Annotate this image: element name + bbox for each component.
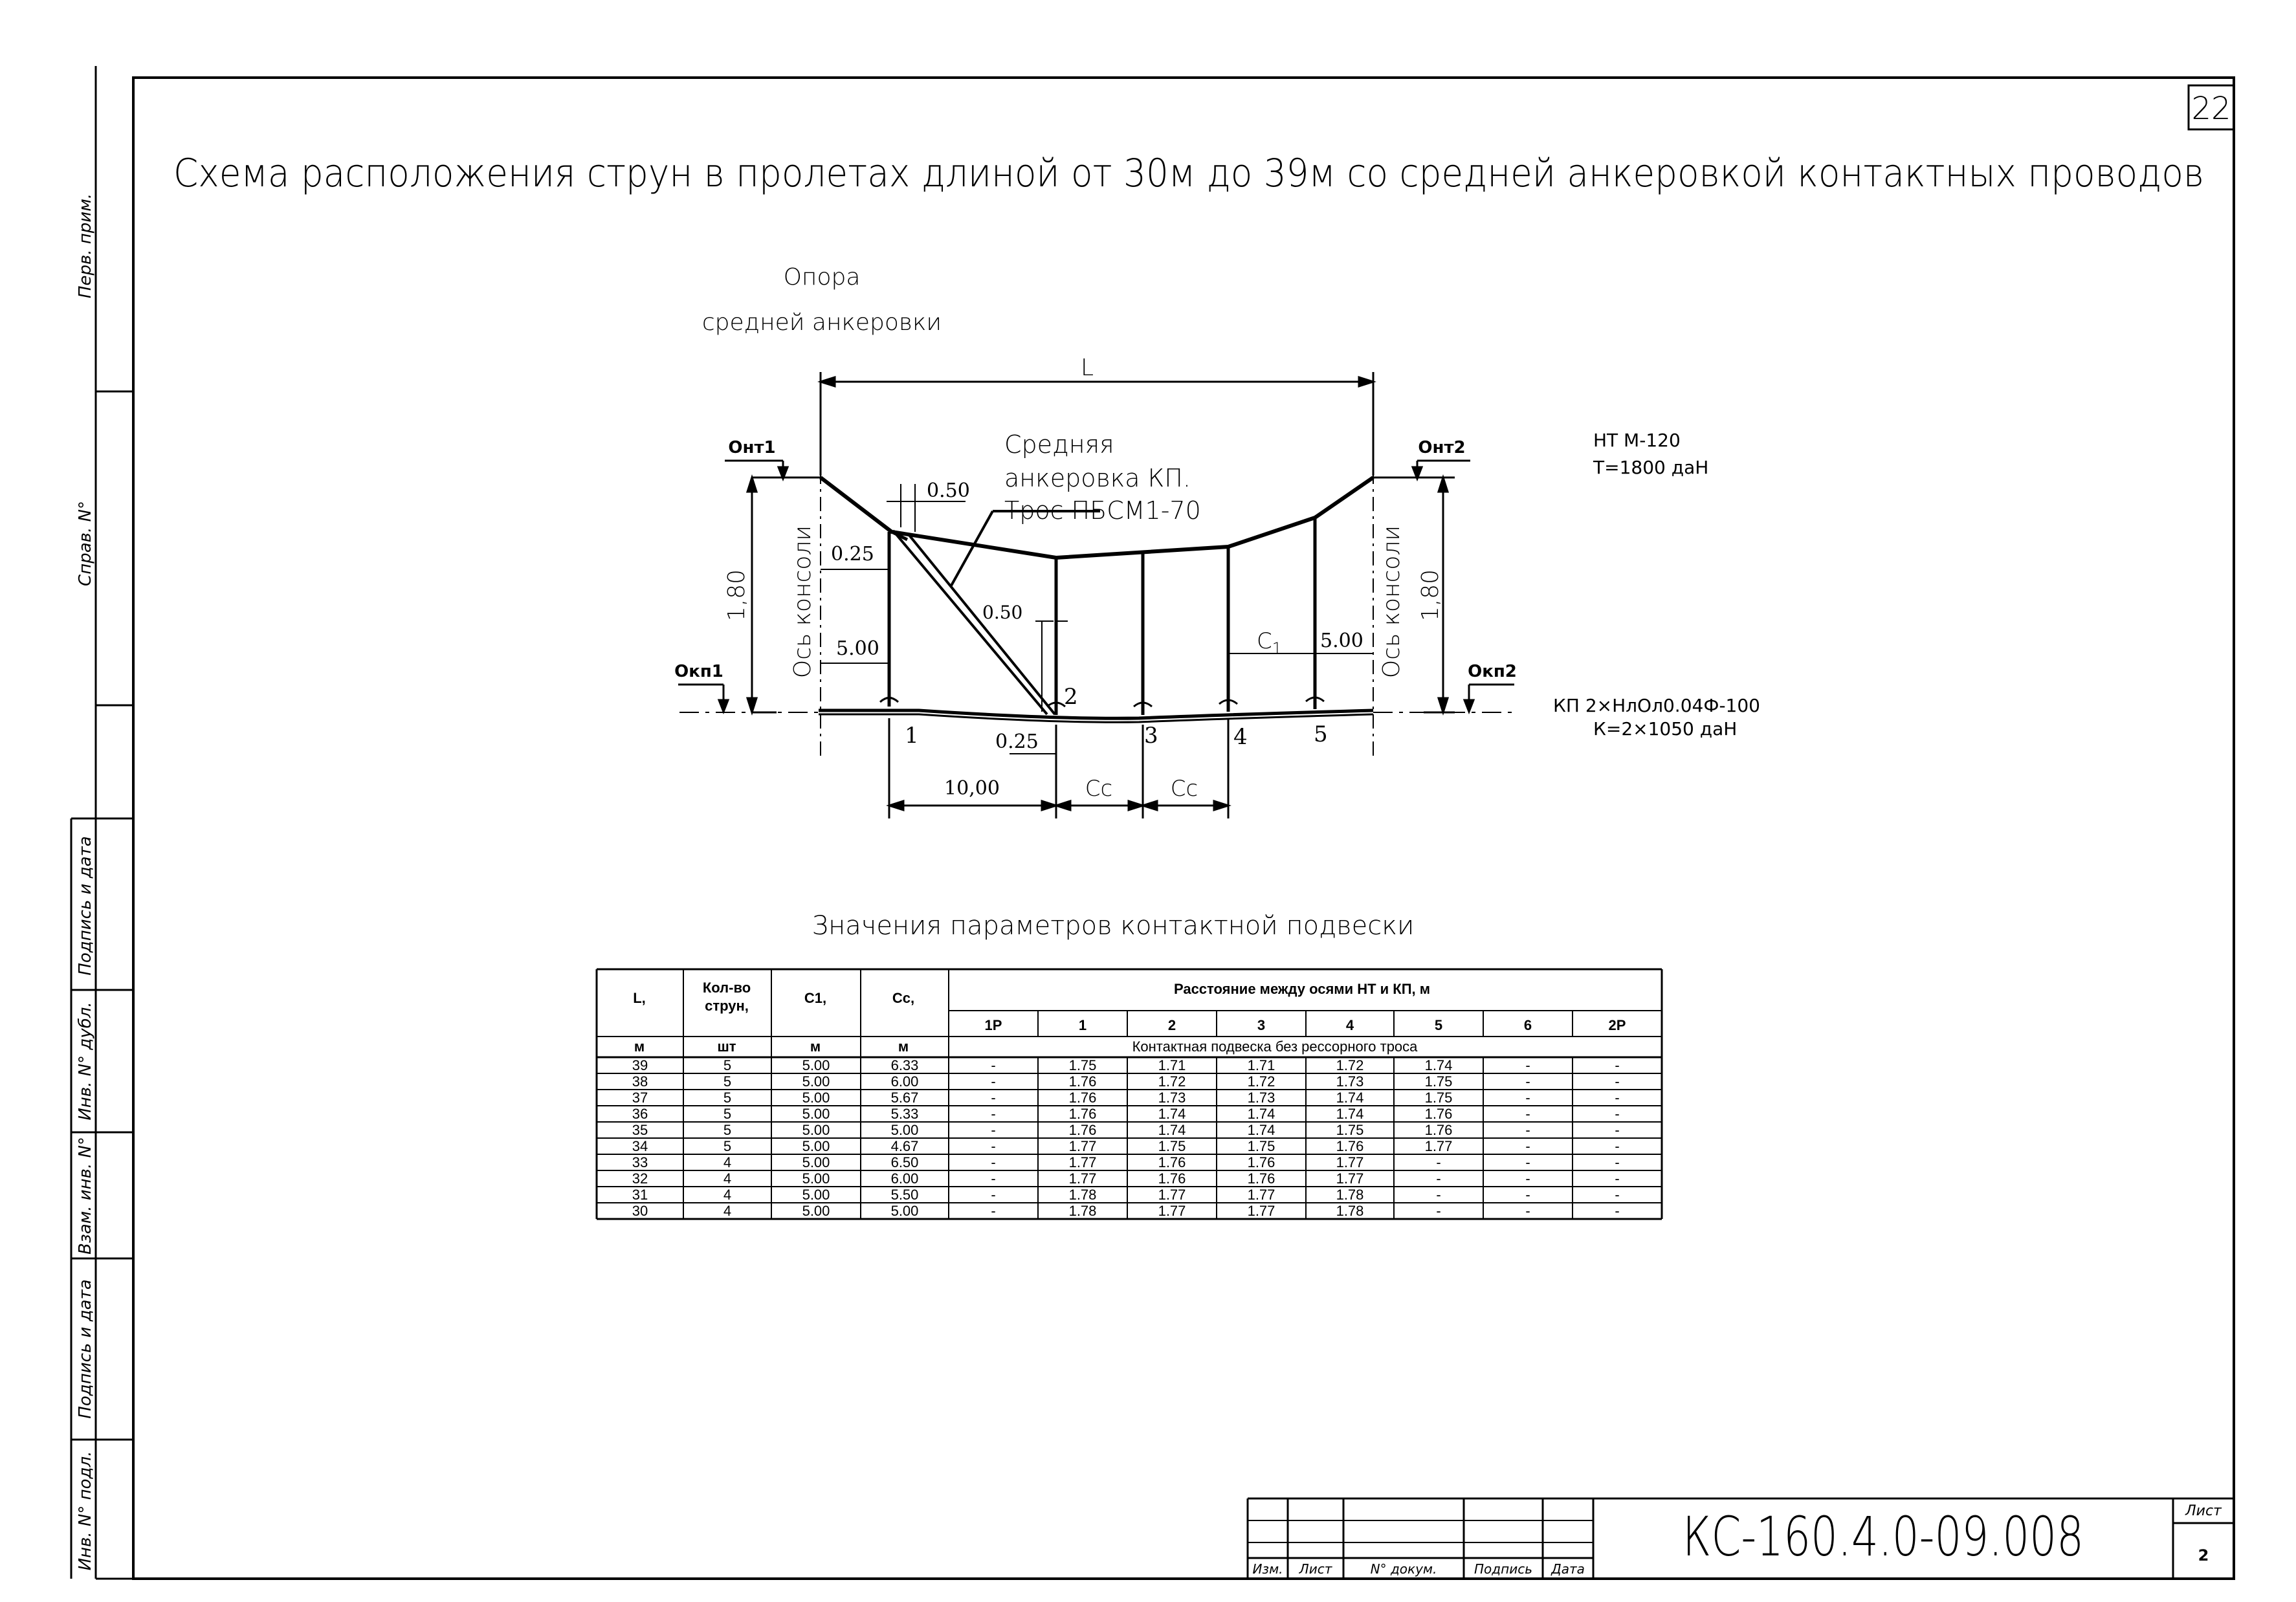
table-cell: 1.77 [1068, 1138, 1097, 1154]
table-cell: 4 [723, 1170, 732, 1187]
subcol-header: 4 [1345, 1017, 1354, 1033]
table-cell: - [1525, 1187, 1530, 1203]
dim-cc-2: Cc [1170, 776, 1198, 802]
table-cell: 1.75 [1424, 1073, 1453, 1090]
table-cell: 1.74 [1336, 1090, 1364, 1106]
header-count-line2: струн, [705, 998, 749, 1014]
table-cell: 1.77 [1247, 1203, 1275, 1219]
table-cell: 5 [723, 1138, 732, 1154]
table-cell: - [1615, 1057, 1620, 1073]
height-right: 1,80 [1417, 569, 1444, 622]
sheet-frame [96, 66, 2234, 1579]
side-stamp-labels [76, 193, 95, 1570]
dropper-number-2: 2 [1064, 684, 1078, 710]
table-cell: 4.67 [890, 1138, 919, 1154]
table-cell: 4 [723, 1154, 732, 1170]
table-cell: - [1615, 1073, 1620, 1090]
table-cell: - [991, 1057, 996, 1073]
table-cell: - [991, 1187, 996, 1203]
table-cell: 5.00 [802, 1138, 830, 1154]
table-cell: 5.33 [890, 1106, 919, 1122]
okp1-label: Окп1 [674, 662, 723, 681]
table-cell: - [1525, 1170, 1530, 1187]
table-cell: 5.00 [802, 1154, 830, 1170]
omt1-label: Онт1 [728, 438, 776, 457]
subcol-header: 2Р [1608, 1017, 1626, 1033]
table-cell: 5 [723, 1122, 732, 1138]
units-c1: м [810, 1038, 821, 1055]
tb-dokum: N° докум. [1370, 1561, 1437, 1577]
parameter-table [597, 969, 1662, 1219]
table-cell: 1.74 [1158, 1106, 1186, 1122]
units-L: м [634, 1038, 645, 1055]
table-cell: 5.50 [890, 1187, 919, 1203]
dropper-clamps [880, 697, 1324, 707]
table-title: Значения параметров контактной подвески [811, 911, 1415, 941]
dim-025-bottom: 0.25 [995, 730, 1039, 753]
bottom-dimension-chain [889, 718, 1228, 818]
table-cell: - [991, 1073, 996, 1090]
omt2-label: Онт2 [1418, 438, 1466, 457]
table-cell: 35 [632, 1122, 648, 1138]
table-cell: - [1525, 1122, 1530, 1138]
table-cell: 1.76 [1068, 1073, 1097, 1090]
table-cell: 5.00 [802, 1203, 830, 1219]
units-note: Контактная подвеска без рессорного троса [1132, 1038, 1418, 1055]
table-cell: 1.78 [1336, 1203, 1364, 1219]
stamp-podpis-1: Подпись и дата [76, 836, 95, 976]
droppers [889, 518, 1315, 715]
subcol-header: 1 [1078, 1017, 1087, 1033]
dropper-number-1: 1 [905, 723, 919, 749]
table-cell: 6.00 [890, 1170, 919, 1187]
stamp-vzam-inv: Взам. инв. N° [76, 1137, 95, 1255]
table-cell: - [1436, 1187, 1441, 1203]
anchor-note-line3: Трос ПБСМ1-70 [1004, 496, 1201, 525]
anchor-note-line1: Средняя [1004, 430, 1114, 459]
header-c1: C1, [804, 990, 827, 1006]
table-grid [597, 969, 1662, 1219]
table-cell: 1.72 [1247, 1073, 1275, 1090]
dim-500-left: 5.00 [836, 637, 879, 660]
dim-c1: $C_1$ [1257, 628, 1283, 657]
table-cell: - [1436, 1154, 1441, 1170]
stamp-inv-dubl: Инв. N° дубл. [76, 1002, 95, 1121]
table-cell: 5 [723, 1106, 732, 1122]
subcol-header: 3 [1257, 1017, 1266, 1033]
dropper-number-5: 5 [1314, 721, 1328, 747]
table-cell: 1.75 [1336, 1122, 1364, 1138]
table-cell: - [991, 1203, 996, 1219]
table-cell: - [1525, 1057, 1530, 1073]
table-cell: 6.00 [890, 1073, 919, 1090]
table-cell: 1.76 [1424, 1106, 1453, 1122]
table-cell: 1.77 [1336, 1170, 1364, 1187]
table-cell: 1.76 [1068, 1122, 1097, 1138]
table-cell: - [991, 1122, 996, 1138]
table-cell: - [1615, 1187, 1620, 1203]
stamp-perv-prim: Перв. прим. [76, 193, 95, 299]
subcol-header: 6 [1523, 1017, 1532, 1033]
table-cell: 33 [632, 1154, 648, 1170]
page-title: Схема расположения струн в пролетах длиной от 30м до 39м со средней анкеровкой контактных проводов [173, 151, 2204, 196]
units-cc: м [898, 1038, 909, 1055]
sheet-label: Лист [2185, 1503, 2222, 1519]
table-cell: - [991, 1138, 996, 1154]
table-cell: - [991, 1106, 996, 1122]
table-cell: - [1615, 1106, 1620, 1122]
table-cell: 1.78 [1068, 1187, 1097, 1203]
table-cell: 4 [723, 1203, 732, 1219]
table-cell: 1.76 [1158, 1154, 1186, 1170]
table-cell: 1.77 [1158, 1203, 1186, 1219]
table-cell: 1.77 [1247, 1187, 1275, 1203]
table-cell: - [1525, 1138, 1530, 1154]
header-L: L, [633, 990, 646, 1006]
table-cell: 1.76 [1247, 1170, 1275, 1187]
dim-cc-1: Cc [1085, 776, 1113, 802]
tb-data: Дата [1551, 1561, 1585, 1577]
sheet-value: 2 [2198, 1546, 2209, 1564]
table-cell: 1.75 [1158, 1138, 1186, 1154]
axis-label-left: Ось консоли [789, 525, 816, 679]
dim-10: 10,00 [944, 777, 1000, 800]
axis-label-right: Ось консоли [1378, 525, 1405, 679]
dropper-number-4: 4 [1233, 724, 1248, 750]
table-cell: 31 [632, 1187, 648, 1203]
table-cell: - [1615, 1154, 1620, 1170]
table-cell: - [1615, 1138, 1620, 1154]
table-cell: 32 [632, 1170, 648, 1187]
table-cell: 1.77 [1336, 1154, 1364, 1170]
dropper-number-3: 3 [1144, 723, 1158, 749]
table-cell: 1.74 [1336, 1106, 1364, 1122]
table-cell: 5 [723, 1073, 732, 1090]
table-cell: 1.75 [1068, 1057, 1097, 1073]
table-cell: 5 [723, 1090, 732, 1106]
table-cell: 6.33 [890, 1057, 919, 1073]
table-cell: 1.75 [1424, 1090, 1453, 1106]
tb-izm: Изм. [1252, 1561, 1283, 1577]
dim-050-mid: 0.50 [982, 602, 1023, 623]
table-cell: 1.76 [1336, 1138, 1364, 1154]
table-cell: 4 [723, 1187, 732, 1203]
table-cell: - [1525, 1154, 1530, 1170]
table-cell: 5.00 [802, 1090, 830, 1106]
table-cell: 1.77 [1068, 1154, 1097, 1170]
table-cell: 1.76 [1424, 1122, 1453, 1138]
subcol-header: 2 [1167, 1017, 1176, 1033]
table-cell: - [991, 1170, 996, 1187]
title-block-labels [1252, 1561, 1584, 1577]
table-cell: 5.00 [802, 1106, 830, 1122]
table-cell: - [991, 1090, 996, 1106]
table-cell: 1.71 [1158, 1057, 1186, 1073]
table-cell: 38 [632, 1073, 648, 1090]
catenary-diagram [674, 264, 1760, 818]
tb-podpis: Подпись [1474, 1561, 1532, 1577]
okp2-label: Окп2 [1468, 662, 1517, 681]
span-label: L [1080, 355, 1094, 381]
anchor-note-line2: анкеровка КП. [1004, 464, 1191, 492]
table-text [632, 980, 1626, 1219]
table-cell: 6.50 [890, 1154, 919, 1170]
span-dimension [821, 372, 1373, 476]
table-cell: 5.00 [802, 1187, 830, 1203]
dim-025-left: 0.25 [831, 543, 874, 565]
table-cell: 1.74 [1247, 1122, 1275, 1138]
subcol-header: 5 [1434, 1017, 1443, 1033]
header-count: Кол-во [702, 980, 751, 996]
table-cell: 1.77 [1158, 1187, 1186, 1203]
contact-wire [679, 710, 1514, 722]
table-cell: 5.67 [890, 1090, 919, 1106]
messenger-spec-line1: НТ М-120 [1593, 430, 1681, 451]
header-cc: Cc, [892, 990, 915, 1006]
table-cell: 1.76 [1068, 1090, 1097, 1106]
table-cell: - [1615, 1203, 1620, 1219]
table-cell: 5.00 [802, 1122, 830, 1138]
table-cell: 1.78 [1068, 1203, 1097, 1219]
dim-500-right: 5.00 [1320, 630, 1363, 652]
table-cell: 1.71 [1247, 1057, 1275, 1073]
tb-list: Лист [1299, 1561, 1332, 1577]
units-count: шт [717, 1038, 736, 1055]
table-cell: - [1525, 1090, 1530, 1106]
table-cell: 1.73 [1247, 1090, 1275, 1106]
support-label-line1: Опора [783, 264, 861, 291]
table-cell: - [991, 1154, 996, 1170]
table-cell: 1.76 [1247, 1154, 1275, 1170]
table-cell: 1.73 [1336, 1073, 1364, 1090]
table-cell: 5.00 [802, 1057, 830, 1073]
stamp-inv-podl: Инв. N° подл. [76, 1451, 95, 1571]
height-left: 1,80 [723, 569, 750, 622]
header-distance: Расстояние между осями НТ и КП, м [1173, 981, 1431, 997]
table-cell: 5.00 [890, 1122, 919, 1138]
table-cell: 1.73 [1158, 1090, 1186, 1106]
table-cell: 1.75 [1247, 1138, 1275, 1154]
table-cell: 1.77 [1068, 1170, 1097, 1187]
contact-spec-line2: К=2×1050 даН [1593, 718, 1738, 740]
messenger-spec-line2: Т=1800 даН [1593, 457, 1709, 478]
table-cell: - [1615, 1090, 1620, 1106]
stamp-sprav: Справ. N° [76, 501, 95, 586]
stamp-podpis-2: Подпись и дата [76, 1279, 95, 1419]
table-cell: 1.76 [1068, 1106, 1097, 1122]
table-cell: 1.72 [1158, 1073, 1186, 1090]
support-label-line2: средней анкеровки [701, 309, 942, 336]
sheet-number: 22 [2191, 91, 2231, 127]
table-cell: 5.00 [802, 1073, 830, 1090]
table-cell: 5.00 [890, 1203, 919, 1219]
table-cell: 1.74 [1424, 1057, 1453, 1073]
dim-050-top: 0.50 [927, 479, 970, 502]
table-cell: 1.76 [1158, 1170, 1186, 1187]
table-cell: - [1525, 1203, 1530, 1219]
table-cell: - [1615, 1170, 1620, 1187]
table-cell: - [1525, 1106, 1530, 1122]
table-cell: 39 [632, 1057, 648, 1073]
contact-spec-line1: КП 2×НлОл0.04Ф-100 [1553, 695, 1760, 716]
table-cell: - [1436, 1170, 1441, 1187]
table-cell: 34 [632, 1138, 648, 1154]
document-code: КС-160.4.0-09.008 [1683, 1505, 2084, 1568]
table-cell: 1.78 [1336, 1187, 1364, 1203]
table-cell: 1.72 [1336, 1057, 1364, 1073]
subcol-header: 1Р [984, 1017, 1002, 1033]
table-cell: 36 [632, 1106, 648, 1122]
table-cell: 5 [723, 1057, 732, 1073]
table-cell: 1.77 [1424, 1138, 1453, 1154]
table-cell: - [1615, 1122, 1620, 1138]
table-cell: 1.74 [1158, 1122, 1186, 1138]
table-cell: - [1436, 1203, 1441, 1219]
table-cell: 37 [632, 1090, 648, 1106]
table-cell: - [1525, 1073, 1530, 1090]
table-cell: 1.74 [1247, 1106, 1275, 1122]
table-cell: 30 [632, 1203, 648, 1219]
table-cell: 5.00 [802, 1170, 830, 1187]
